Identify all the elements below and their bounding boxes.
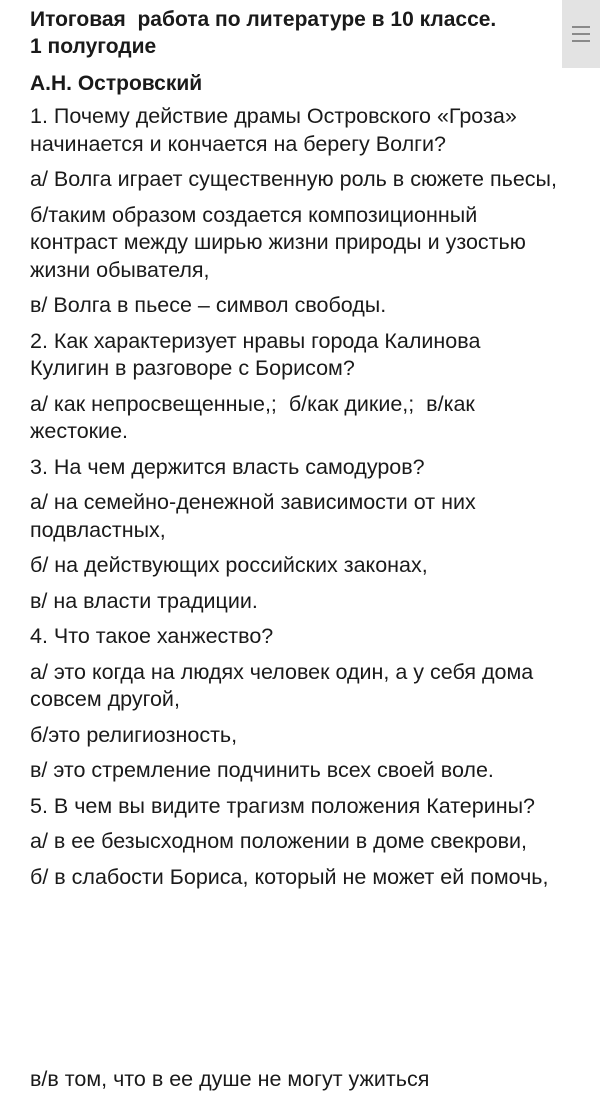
question-1: 1. Почему действие драмы Островского «Гроза» начинается и кончается на берегу Волги? [30, 104, 523, 156]
answer-4b: б/это религиозность, [30, 722, 238, 747]
answer-2: а/ как непросвещенные,; б/как дикие,; в/как жестокие. [30, 391, 481, 443]
answer-1c: в/ Волга в пьесе – символ свободы. [30, 293, 387, 317]
answer-3a: а/ на семейно-денежной зависимости от них подвластных, [30, 490, 482, 542]
question-2: 2. Как характеризует нравы города Калинова Кулигин в разговоре с Борисом? [30, 328, 487, 380]
answer-3c: в/ на власти традиции. [30, 588, 258, 613]
answer-4a: а/ это когда на людях человек один, а у себя дома совсем другой, [30, 659, 540, 711]
document-content [30, 6, 560, 899]
document-title: Итоговая работа по литературе в 10 классе. 1 полугодие [30, 8, 497, 58]
cutoff-answer-line: в/в том, что в ее душе не могут ужиться [30, 1067, 430, 1091]
section-heading: А.Н. Островский [30, 72, 203, 95]
menu-button[interactable] [562, 0, 600, 68]
answer-5b: б/ в слабости Бориса, который не может ей помочь, [30, 864, 549, 889]
question-5: 5. В чем вы видите трагизм положения Катерины? [30, 793, 536, 818]
answer-5a: а/ в ее безысходном положении в доме свекрови, [30, 829, 527, 853]
question-4: 4. Что такое ханжество? [30, 624, 274, 648]
hamburger-menu-icon [572, 26, 590, 42]
answer-3b: б/ на действующих российских законах, [30, 553, 428, 577]
answer-1b: б/таким образом создается композиционный контраст между ширью жизни природы и узостью жизни обывателя, [30, 202, 532, 282]
answer-1a: а/ Волга играет существенную роль в сюжете пьесы, [30, 167, 557, 191]
answer-4c: в/ это стремление подчинить всех своей воле. [30, 758, 494, 782]
question-3: 3. На чем держится власть самодуров? [30, 454, 425, 479]
